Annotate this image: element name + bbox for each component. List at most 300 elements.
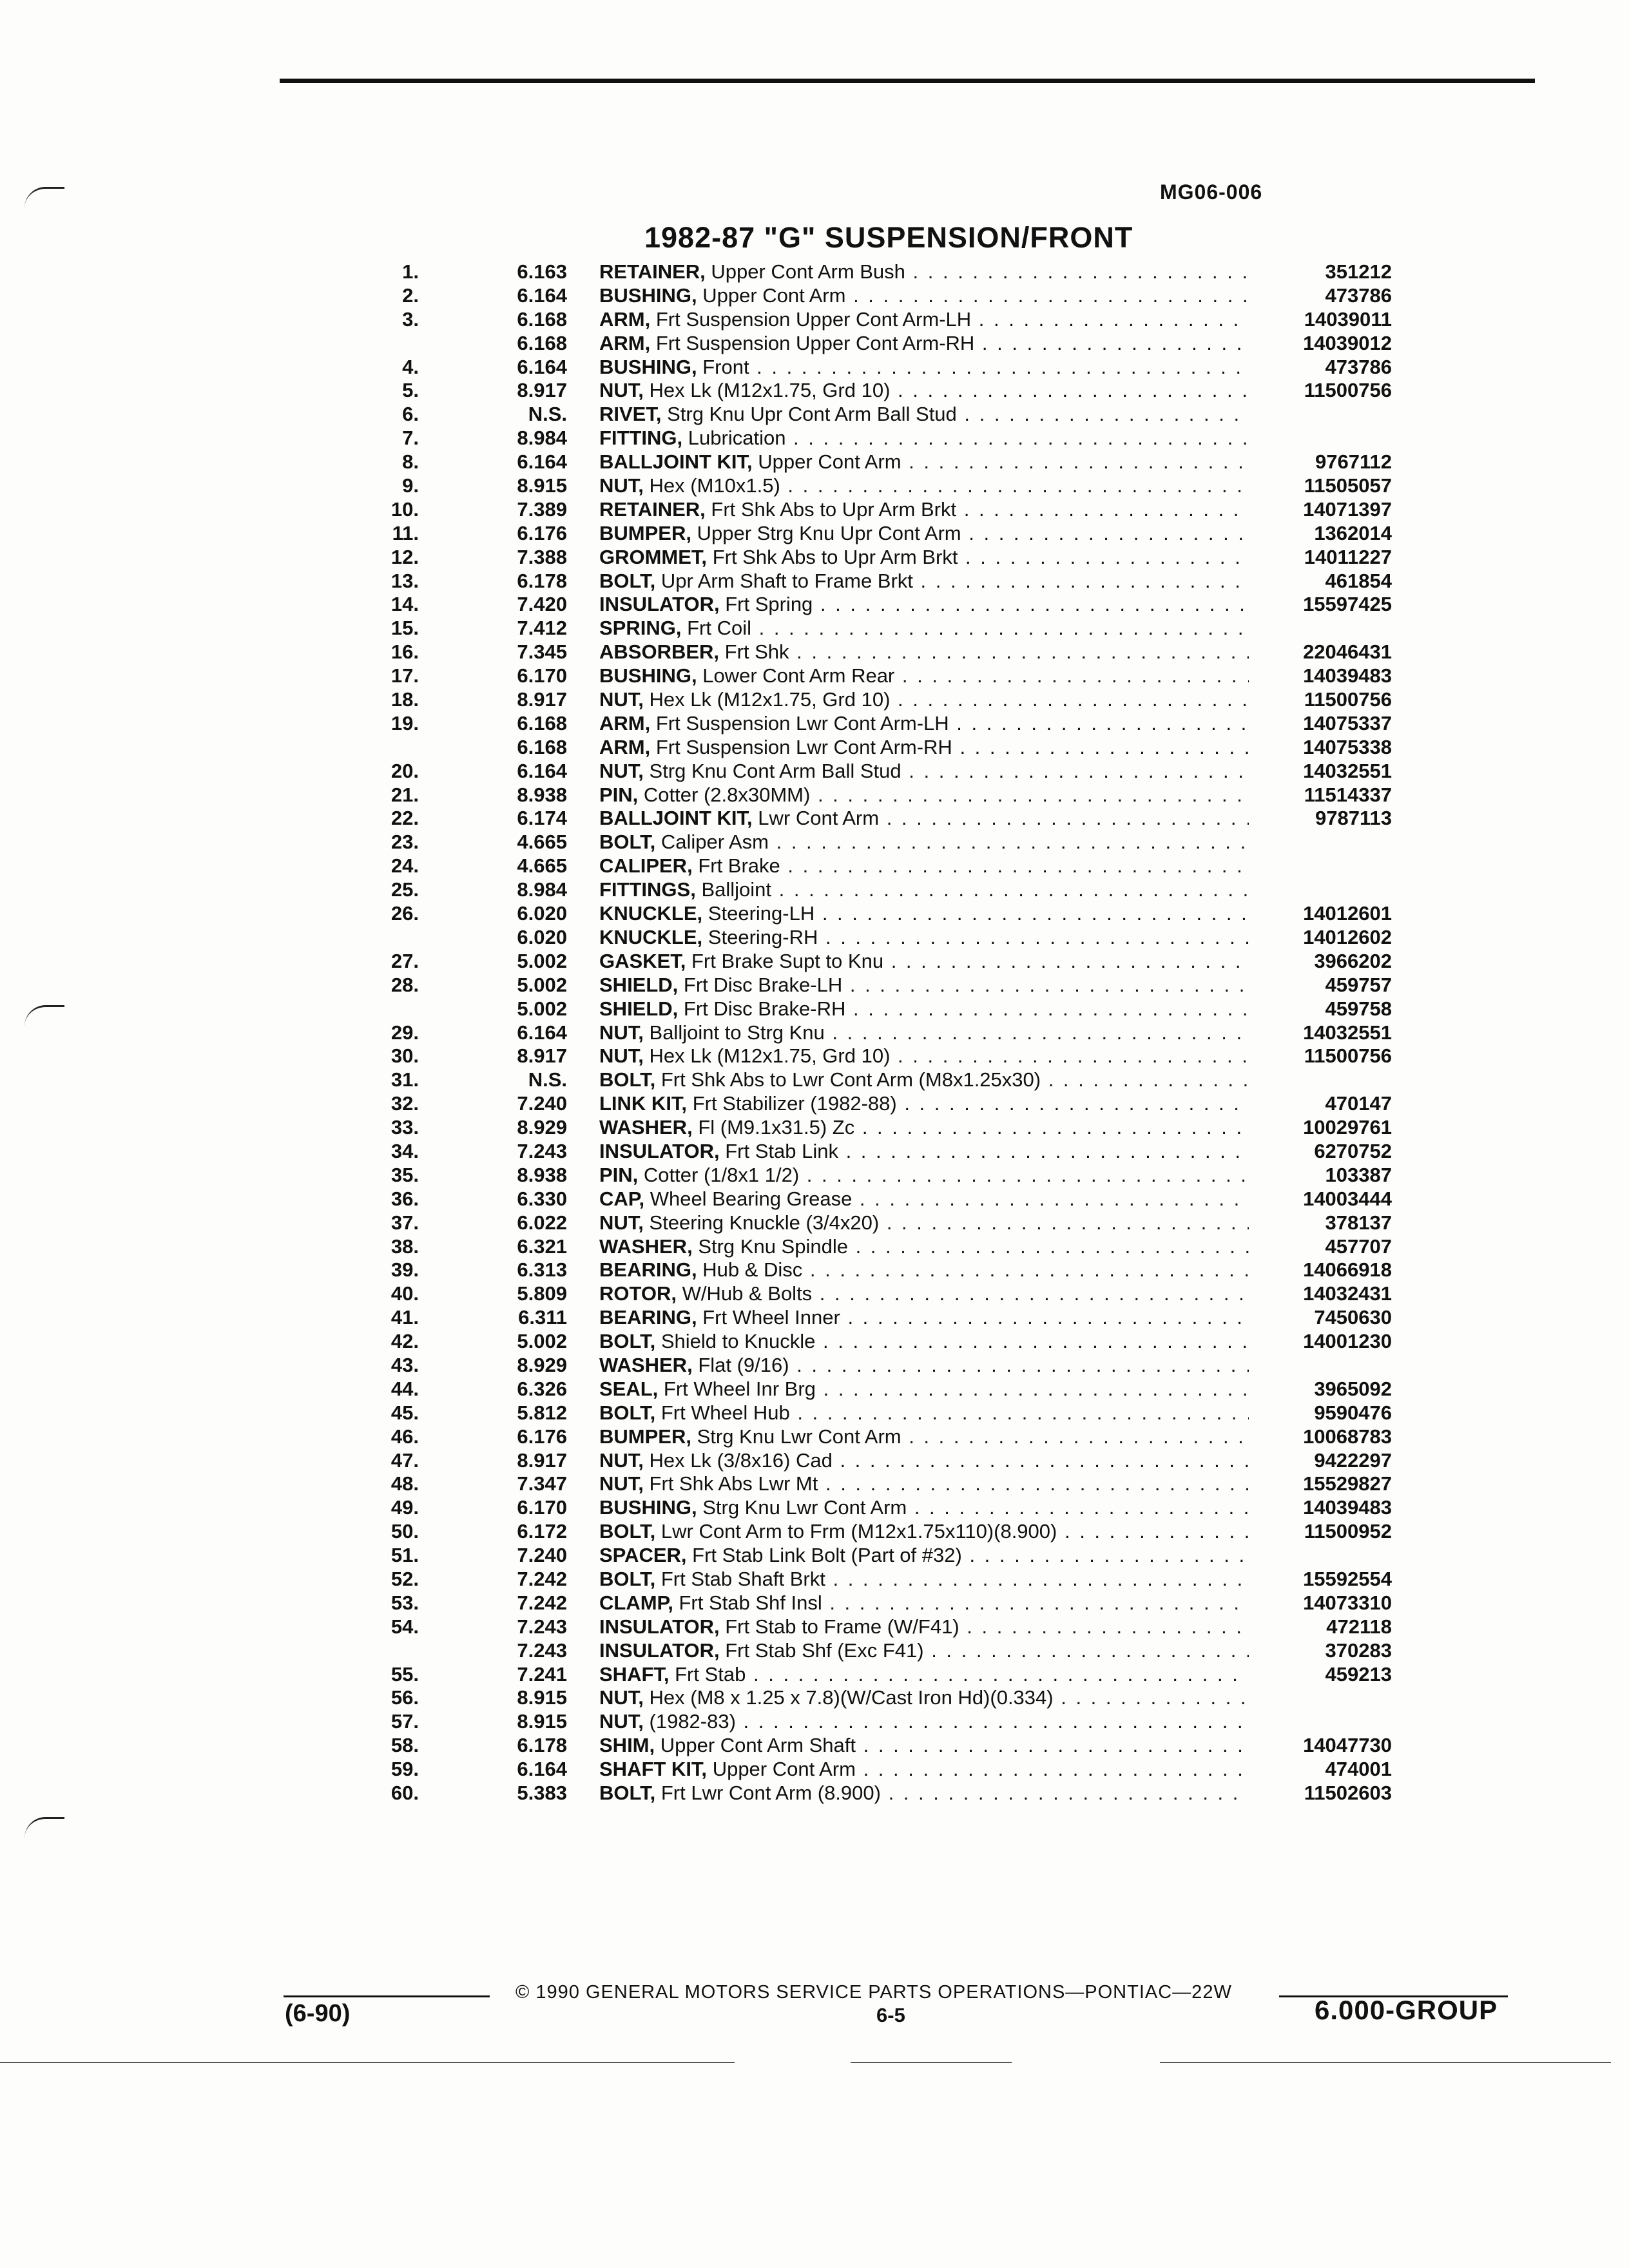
group-number: 5.002	[517, 997, 567, 1020]
part-detail: Upper Cont Arm	[712, 1758, 856, 1781]
part-row	[380, 1520, 1392, 1544]
part-description	[599, 950, 1249, 974]
part-detail: Frt Stabilizer (1982-88)	[692, 1092, 897, 1115]
part-number: 15597425	[1303, 593, 1392, 616]
part-description	[599, 688, 1249, 712]
part-number: 9787113	[1315, 807, 1392, 830]
part-row	[380, 1734, 1392, 1758]
group-number: 6.164	[517, 759, 567, 782]
part-name: BUSHING,	[599, 1496, 697, 1519]
part-detail: Steering-LH	[708, 902, 815, 925]
group-number: 7.240	[517, 1092, 567, 1115]
part-number: 473786	[1325, 355, 1392, 378]
document-code: MG06-006	[1160, 180, 1263, 204]
group-number: 6.022	[517, 1211, 567, 1234]
item-number: 53.	[390, 1591, 419, 1614]
part-name: NUT,	[599, 1044, 644, 1068]
item-number: 51.	[390, 1544, 419, 1567]
item-number: 13.	[390, 569, 419, 592]
group-number: 6.020	[517, 902, 567, 925]
part-detail: W/Hub & Bolts	[682, 1282, 813, 1305]
group-number: 6.330	[517, 1187, 567, 1210]
item-number: 55.	[390, 1662, 419, 1686]
part-number: 11505057	[1304, 474, 1392, 497]
part-name: FITTING,	[599, 427, 683, 450]
part-name: SHAFT KIT,	[599, 1758, 708, 1781]
part-description	[599, 1282, 1249, 1306]
part-description	[599, 736, 1249, 760]
item-number: 54.	[390, 1615, 419, 1638]
item-number: 45.	[390, 1401, 419, 1424]
part-description	[599, 1116, 1249, 1140]
item-number: 32.	[390, 1092, 419, 1115]
part-number: 9422297	[1314, 1448, 1392, 1472]
part-row	[380, 854, 1392, 878]
part-detail: Frt Disc Brake-LH	[683, 973, 843, 996]
part-description	[599, 1472, 1249, 1496]
part-description	[599, 1663, 1249, 1687]
item-number: 30.	[390, 1044, 419, 1068]
part-name: BOLT,	[599, 1401, 656, 1424]
item-number: 37.	[390, 1211, 419, 1234]
part-detail: Upper Strg Knu Upr Cont Arm	[697, 521, 961, 544]
part-row	[380, 570, 1392, 593]
part-detail: Frt Suspension Lwr Cont Arm-RH	[655, 735, 952, 758]
item-number: 44.	[390, 1377, 419, 1400]
part-description	[599, 783, 1249, 807]
margin-mark	[24, 187, 64, 208]
part-number: 14039483	[1303, 1496, 1392, 1519]
part-name: NUT,	[599, 759, 644, 782]
part-row	[380, 712, 1392, 736]
part-number: 351212	[1325, 260, 1392, 283]
part-number: 370283	[1325, 1639, 1392, 1662]
part-detail: Frt Suspension Lwr Cont Arm-LH	[655, 711, 949, 735]
part-name: BOLT,	[599, 1068, 656, 1091]
part-description	[599, 570, 1249, 593]
part-number: 11502603	[1304, 1782, 1392, 1804]
part-detail: Frt Wheel Inner	[702, 1306, 840, 1329]
part-number: 14071397	[1303, 497, 1392, 521]
group-number: 6.313	[517, 1258, 567, 1282]
item-number: 48.	[390, 1472, 419, 1495]
group-number: 6.164	[517, 284, 567, 307]
top-rule	[280, 79, 1535, 83]
part-row	[380, 1211, 1392, 1235]
part-detail: Strg Knu Cont Arm Ball Stud	[649, 759, 901, 782]
item-number: 22.	[390, 807, 419, 830]
item-number: 28.	[390, 973, 419, 996]
part-detail: Frt Stab Link Bolt (Part of #32)	[692, 1544, 962, 1567]
parts-list	[380, 260, 1392, 1805]
part-name: GASKET,	[599, 949, 686, 972]
group-number: 7.389	[517, 497, 567, 521]
item-number: 11.	[392, 521, 419, 544]
part-row	[380, 831, 1392, 854]
part-number: 11500756	[1304, 1044, 1392, 1068]
part-description	[599, 878, 1249, 902]
part-number: 14075338	[1303, 735, 1392, 758]
footer-rule-left	[284, 1995, 490, 1997]
part-row	[380, 308, 1392, 332]
group-number: 6.176	[517, 1425, 567, 1448]
part-detail: Steering Knuckle (3/4x20)	[649, 1211, 880, 1234]
bottom-rule	[1160, 2062, 1611, 2063]
part-row	[380, 1496, 1392, 1520]
part-detail: Frt Brake Supt to Knu	[691, 949, 884, 972]
part-number: 10029761	[1303, 1116, 1392, 1139]
item-number: 27.	[390, 949, 419, 972]
group-number: 7.345	[517, 640, 567, 664]
part-name: ARM,	[599, 711, 651, 735]
group-number: 6.168	[517, 735, 567, 758]
part-description	[599, 617, 1249, 640]
group-number: 7.243	[517, 1139, 567, 1162]
part-row	[380, 688, 1392, 712]
part-detail: Strg Knu Upr Cont Arm Ball Stud	[667, 403, 957, 426]
part-detail: Steering-RH	[708, 925, 818, 948]
group-number: 8.917	[517, 1448, 567, 1472]
item-number: 1.	[402, 260, 419, 283]
group-number: 6.321	[517, 1235, 567, 1258]
part-detail: Hex Lk (M12x1.75, Grd 10)	[649, 1044, 891, 1068]
part-name: NUT,	[599, 379, 644, 402]
group-number: 7.242	[517, 1567, 567, 1590]
item-number: 23.	[390, 831, 419, 854]
part-name: WASHER,	[599, 1116, 693, 1139]
part-row	[380, 1710, 1392, 1734]
item-number: 25.	[390, 878, 419, 901]
part-detail: Balljoint to Strg Knu	[649, 1021, 825, 1044]
part-row	[380, 902, 1392, 926]
part-detail: Caliper Asm	[660, 831, 769, 854]
part-description	[599, 1330, 1249, 1354]
part-row	[380, 1330, 1392, 1354]
item-number: 36.	[390, 1187, 419, 1210]
part-row	[380, 807, 1392, 831]
part-row	[380, 1116, 1392, 1140]
part-description	[599, 1306, 1249, 1330]
part-description	[599, 1401, 1249, 1425]
item-number: 56.	[390, 1686, 419, 1709]
part-detail: Frt Stab to Frame (W/F41)	[725, 1615, 959, 1638]
part-number: 14032551	[1303, 759, 1392, 782]
part-detail: Frt Spring	[725, 593, 813, 616]
item-number: 19.	[390, 711, 419, 735]
part-row	[380, 1282, 1392, 1306]
item-number: 10.	[390, 497, 419, 521]
part-number: 470147	[1325, 1092, 1392, 1115]
part-description	[599, 1425, 1249, 1449]
group-number: 6.164	[517, 450, 567, 474]
part-detail: Upper Cont Arm	[702, 284, 846, 307]
item-number: 20.	[390, 759, 419, 782]
part-number: 103387	[1325, 1163, 1392, 1186]
part-name: BUSHING,	[599, 664, 697, 687]
part-row	[380, 1686, 1392, 1710]
part-detail: Cotter (1/8x1 1/2)	[643, 1163, 800, 1186]
part-number: 11500756	[1304, 688, 1392, 711]
part-description	[599, 807, 1249, 831]
item-number: 43.	[390, 1353, 419, 1376]
part-number: 14039483	[1303, 664, 1392, 687]
part-name: SHIELD,	[599, 973, 679, 996]
part-number: 14066918	[1303, 1258, 1392, 1282]
item-number: 24.	[390, 854, 419, 878]
part-name: CALIPER,	[599, 854, 693, 878]
group-number: 6.164	[517, 1758, 567, 1781]
part-name: NUT,	[599, 1021, 644, 1044]
item-number: 33.	[390, 1116, 419, 1139]
item-number: 58.	[390, 1734, 419, 1757]
page-title: 1982-87 "G" SUSPENSION/FRONT	[644, 221, 1133, 254]
part-name: SHIELD,	[599, 997, 679, 1020]
part-name: BOLT,	[599, 1567, 656, 1590]
part-name: BOLT,	[599, 831, 656, 854]
part-number: 14011227	[1304, 545, 1392, 568]
group-number: 8.929	[517, 1353, 567, 1376]
group-number: 6.164	[517, 355, 567, 378]
part-name: BOLT,	[599, 1520, 656, 1543]
group-number: 7.412	[517, 617, 567, 640]
part-row	[380, 260, 1392, 284]
part-number: 14039012	[1303, 331, 1392, 354]
part-description	[599, 1734, 1249, 1758]
part-detail: Frt Wheel Inr Brg	[663, 1377, 816, 1400]
part-number: 14003444	[1303, 1187, 1392, 1210]
part-description	[599, 1615, 1249, 1639]
part-detail: Hex Lk (3/8x16) Cad	[649, 1448, 833, 1472]
page-number: 6-5	[876, 2004, 905, 2026]
part-name: SEAL,	[599, 1377, 659, 1400]
part-row	[380, 974, 1392, 997]
part-row	[380, 997, 1392, 1021]
part-name: RIVET,	[599, 403, 662, 426]
group-number: 6.326	[517, 1377, 567, 1400]
part-name: BEARING,	[599, 1306, 697, 1329]
part-name: ABSORBER,	[599, 640, 720, 664]
part-description	[599, 379, 1249, 403]
part-number: 1362014	[1314, 521, 1392, 544]
part-description	[599, 664, 1249, 688]
part-name: NUT,	[599, 1448, 644, 1472]
part-detail: Upper Cont Arm Bush	[711, 260, 905, 283]
margin-mark	[24, 1005, 64, 1026]
part-description	[599, 1021, 1249, 1045]
part-detail: Lwr Cont Arm to Frm (M12x1.75x110)(8.900)	[660, 1520, 1057, 1543]
part-description	[599, 260, 1249, 284]
part-detail: Lower Cont Arm Rear	[702, 664, 895, 687]
group-number: 5.002	[517, 1330, 567, 1353]
part-detail: Strg Knu Lwr Cont Arm	[702, 1496, 907, 1519]
item-number: 17.	[390, 664, 419, 687]
part-row	[380, 1021, 1392, 1045]
part-description	[599, 1544, 1249, 1568]
part-name: LINK KIT,	[599, 1092, 688, 1115]
group-number: 6.178	[517, 569, 567, 592]
item-number: 31.	[390, 1068, 419, 1091]
part-description	[599, 1568, 1249, 1591]
part-row	[380, 356, 1392, 380]
revision-date: (6-90)	[285, 2000, 351, 2027]
group-number: 8.915	[517, 474, 567, 497]
part-description	[599, 926, 1249, 950]
part-row	[380, 1354, 1392, 1378]
group-number: 8.917	[517, 379, 567, 402]
part-detail: Frt Shk Abs to Lwr Cont Arm (M8x1.25x30)	[660, 1068, 1041, 1091]
part-description	[599, 1496, 1249, 1520]
part-name: BOLT,	[599, 569, 656, 592]
part-row	[380, 1472, 1392, 1496]
group-number: 6.178	[517, 1734, 567, 1757]
part-description	[599, 1092, 1249, 1116]
item-number: 16.	[390, 640, 419, 664]
part-number: 9767112	[1315, 450, 1392, 474]
item-number: 49.	[390, 1496, 419, 1519]
part-description	[599, 1378, 1249, 1401]
part-row	[380, 1187, 1392, 1211]
item-number: 40.	[390, 1282, 419, 1305]
group-number: 8.915	[517, 1710, 567, 1733]
part-description	[599, 1449, 1249, 1473]
part-row	[380, 1068, 1392, 1092]
group-number: 5.002	[517, 973, 567, 996]
part-name: INSULATOR,	[599, 1615, 720, 1638]
part-description	[599, 760, 1249, 783]
part-detail: Frt Shk	[724, 640, 789, 664]
part-name: GROMMET,	[599, 545, 708, 568]
part-number: 459213	[1325, 1662, 1392, 1686]
part-detail: Frt Stab Shf Insl	[679, 1591, 822, 1614]
part-description	[599, 1068, 1249, 1092]
part-name: NUT,	[599, 1686, 644, 1709]
group-number: 6.174	[517, 807, 567, 830]
item-number: 35.	[390, 1163, 419, 1186]
part-row	[380, 640, 1392, 664]
group-number: 7.243	[517, 1639, 567, 1662]
part-row	[380, 664, 1392, 688]
item-number: 12.	[390, 545, 419, 568]
part-detail: Frt Suspension Upper Cont Arm-LH	[655, 307, 972, 331]
part-name: INSULATOR,	[599, 1139, 720, 1162]
part-row	[380, 1615, 1392, 1639]
group-number: 6.311	[518, 1306, 567, 1329]
item-number: 42.	[390, 1330, 419, 1353]
part-number: 10068783	[1303, 1425, 1392, 1448]
part-name: BUMPER,	[599, 1425, 691, 1448]
group-number: 7.241	[517, 1662, 567, 1686]
part-detail: Flat (9/16)	[698, 1353, 789, 1376]
item-number: 2.	[402, 284, 419, 307]
part-row	[380, 522, 1392, 546]
group-number: N.S.	[528, 1068, 567, 1091]
part-number: 473786	[1325, 284, 1392, 307]
part-number: 459757	[1325, 973, 1392, 996]
part-description	[599, 593, 1249, 617]
part-description	[599, 1520, 1249, 1544]
part-name: SPACER,	[599, 1544, 687, 1567]
part-detail: Frt Brake	[698, 854, 780, 878]
part-number: 14032551	[1303, 1021, 1392, 1044]
part-row	[380, 1663, 1392, 1687]
part-detail: Hex Lk (M12x1.75, Grd 10)	[649, 379, 891, 402]
part-number: 3966202	[1314, 949, 1392, 972]
group-number: 6.172	[517, 1520, 567, 1543]
part-name: RETAINER,	[599, 497, 706, 521]
part-name: ARM,	[599, 331, 651, 354]
part-name: SPRING,	[599, 617, 682, 640]
part-detail: Frt Shk Abs to Upr Arm Brkt	[712, 545, 958, 568]
part-number: 3965092	[1314, 1377, 1392, 1400]
item-number: 21.	[390, 783, 419, 806]
part-detail: Upper Cont Arm Shaft	[660, 1734, 856, 1757]
part-description	[599, 974, 1249, 997]
part-name: BEARING,	[599, 1258, 697, 1282]
part-detail: Balljoint	[701, 878, 772, 901]
item-number: 14.	[390, 593, 419, 616]
item-number: 26.	[390, 902, 419, 925]
part-number: 14001230	[1303, 1330, 1392, 1353]
item-number: 18.	[390, 688, 419, 711]
part-detail: Strg Knu Spindle	[698, 1235, 848, 1258]
group-number: 8.917	[517, 688, 567, 711]
part-number: 459758	[1325, 997, 1392, 1020]
part-row	[380, 379, 1392, 403]
group-number: 6.164	[517, 1021, 567, 1044]
part-number: 11500952	[1304, 1520, 1392, 1543]
part-detail: Hub & Disc	[702, 1258, 803, 1282]
item-number: 6.	[402, 403, 419, 426]
part-name: PIN,	[599, 783, 639, 806]
part-description	[599, 1164, 1249, 1187]
part-name: SHAFT,	[599, 1662, 670, 1686]
part-name: BALLJOINT KIT,	[599, 807, 753, 830]
part-detail: Strg Knu Lwr Cont Arm	[697, 1425, 901, 1448]
item-number: 8.	[402, 450, 419, 474]
group-number: 7.240	[517, 1544, 567, 1567]
group-number: 6.163	[517, 260, 567, 283]
part-name: ROTOR,	[599, 1282, 677, 1305]
part-description	[599, 1235, 1249, 1259]
part-description	[599, 1758, 1249, 1782]
group-number: 8.938	[517, 1163, 567, 1186]
part-name: NUT,	[599, 1710, 644, 1733]
part-detail: Frt Shk Abs Lwr Mt	[649, 1472, 818, 1495]
part-number: 14073310	[1303, 1591, 1392, 1614]
item-number: 34.	[390, 1139, 419, 1162]
item-number: 3.	[402, 307, 419, 331]
bottom-rule	[851, 2062, 1012, 2063]
part-name: NUT,	[599, 1472, 644, 1495]
part-name: FITTINGS,	[599, 878, 696, 901]
part-number: 9590476	[1314, 1401, 1392, 1424]
part-description	[599, 640, 1249, 664]
part-name: SHIM,	[599, 1734, 655, 1757]
part-detail: Frt Stab	[675, 1662, 746, 1686]
part-number: 15592554	[1303, 1567, 1392, 1590]
part-row	[380, 783, 1392, 807]
part-description	[599, 1354, 1249, 1378]
part-detail: (1982-83)	[649, 1710, 736, 1733]
part-description	[599, 498, 1249, 522]
part-detail: Lwr Cont Arm	[758, 807, 880, 830]
part-number: 22046431	[1303, 640, 1392, 664]
part-description	[599, 284, 1249, 308]
item-number: 59.	[390, 1758, 419, 1781]
group-number: 4.665	[517, 831, 567, 854]
part-detail: Frt Coil	[687, 617, 751, 640]
part-number: 474001	[1325, 1758, 1392, 1781]
